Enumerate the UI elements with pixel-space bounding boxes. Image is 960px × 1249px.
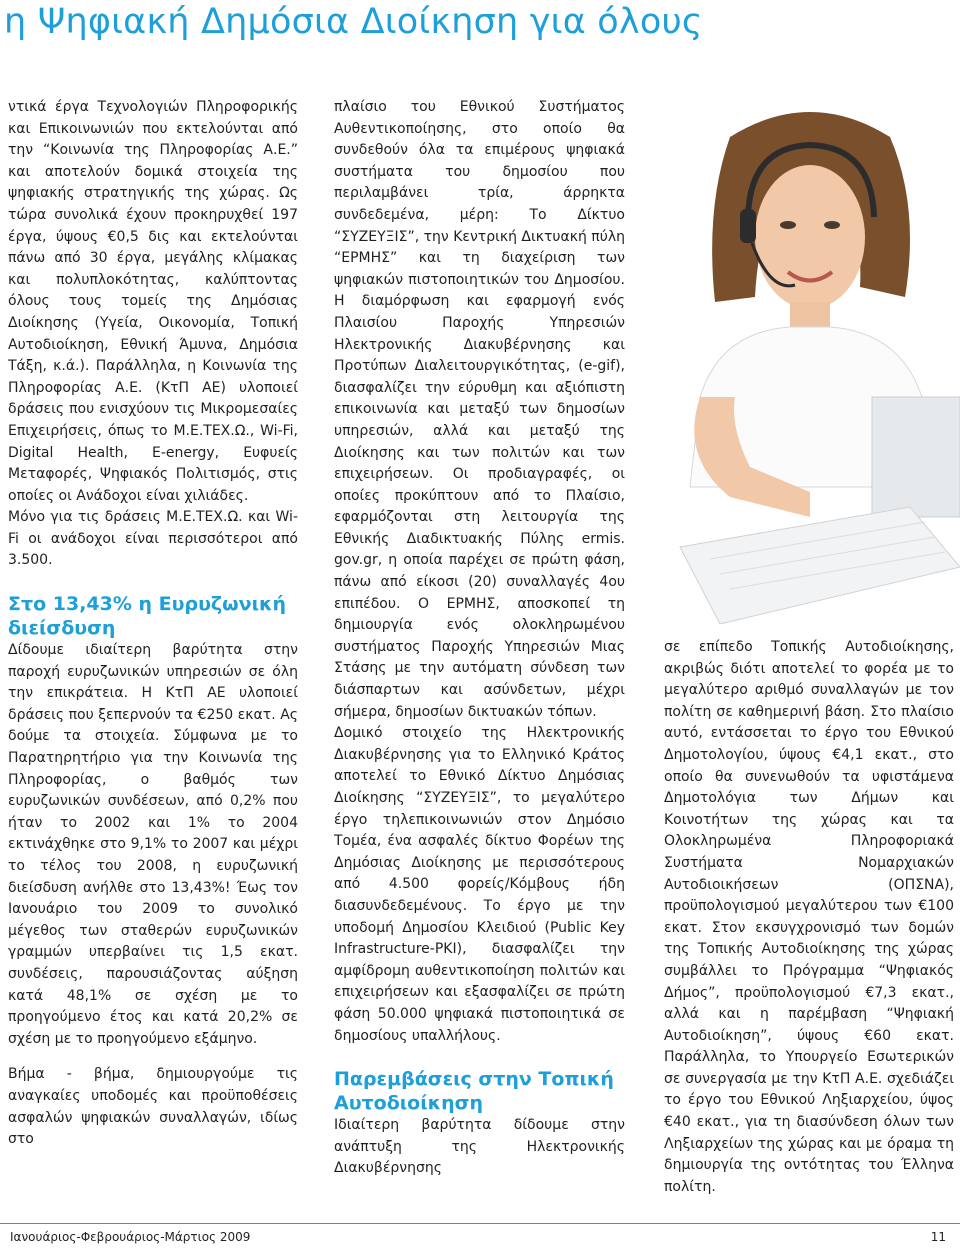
paragraph: Δομικό στοιχείο της Ηλεκτρονικής Διακυβέρνησης για το Ελληνικό Κράτος αποτελεί το Εθνικό Δίκτυο Δημόσιας Διοίκησης “ΣΥΖΕΥΞΙΣ”, το μεγαλύτερο έργο τηλεπικοινωνιών στον Δημόσιο Τομέα, ένα ασφαλές δίκτυο Φορέων της Δημόσιας Διοίκησης με περισσότερους από 4.500 φορείς/Κόμβους ήδη διασυνδεδεμένους. Το έργο με την υποδομή Δημοσίου Κλειδιού (Public Key Infrastructure-PKI), διασφαλίζει την αμφίδρομη αυθεντικοποίηση πολιτών και επιχειρήσεων και εξασφαλίζει σε πρώτη φάση 50.000 ψηφιακά πιστοποιητικά σε δημοσίους υπαλλήλους. bbox=[334, 725, 625, 1044]
footer-divider bbox=[0, 1223, 960, 1224]
photo-call-center-agent bbox=[660, 97, 960, 624]
paragraph: πλαίσιο του Εθνικού Συστήματος Αυθεντικοποίησης, στο οποίο θα συνδεθούν όλα τα επιμέρους ψηφιακά συστήματα του δημοσίου που περιλαμβάνει τρία, άρρηκτα συνδεδεμένα, μέρη: Το Δίκτυο “ΣΥΖΕΥΞΙΣ”, την Κεντρική Δικτυακή πύλη “ΕΡΜΗΣ” και τη διαχείριση των ψηφιακών πιστοποιητικών του Δημοσίου. Η διαμόρφωση και εφαρμογή ενός Πλαισίου Παροχής Υπηρεσιών Ηλεκτρονικής Διακυβέρνησης και Προτύπων Διαλειτουργικότητας, (e-gif), διασφαλίζει την εύρυθμη και αξιόπιστη επικοινωνία και μεταξύ των δημοσίων υπηρεσιών, αλλά και μεταξύ της Διοίκησης και των πολιτών και των επιχειρήσεων. Οι προδιαγραφές, οι οποίες προκύπτουν από το Πλαίσιο, εφαρμόζονται στη λειτουργία της Εθνικής Διαδικτυακής Πύλης ermis. gov.gr, η οποία παρέχει σε πρώτη φάση, πάνω από είκοσι (20) συναλλαγές 4ου επιπέδου. Ο ΕΡΜΗΣ, αποσκοπεί τη δημιουργία ενός ολοκληρωμένου συστήματος Παροχής Υπηρεσιών Μιας Στάσης με την αυτόματη σύνδεση των διάσπαρτων και ασύνδετων, μέχρι σήμερα, δημοσίων δικτυακών τόπων. bbox=[334, 99, 625, 720]
paragraph: Μόνο για τις δράσεις Μ.Ε.ΤΕΧ.Ω. και Wi-Fi οι ανάδοχοι είναι περισσότεροι από 3.500. bbox=[8, 509, 298, 569]
paragraph: ντικά έργα Τεχνολογιών Πληροφορικής και Επικοινωνιών που εκτελούνται από την “Κοινωνία της Πληροφορίας Α.Ε.” και αποτελούν δομικά στοιχεία της ψηφιακής στρατηγικής της χώρας. Ως τώρα συνολικά έχουν προκηρυχθεί 197 έργα, ύψους €0,5 δις και εκτελούνται πάνω από 30 έργα, μεγάλης κλίμακας και πολυπλοκότητας, καλύπτοντας όλους τους τομείς της Δημόσιας Διοίκησης (Υγεία, Οικονομία, Τοπική Αυτοδιοίκηση, Εθνική Άμυνα, Δημόσια Τάξη, κ.ά.). Παράλληλα, η Κοινωνία της Πληροφορίας Α.Ε. (ΚτΠ ΑΕ) υλοποιεί δράσεις που ενισχύουν τις Μικρομεσαίες Επιχειρήσεις, όπως το Μ.Ε.ΤΕΧ.Ω., Wi-Fi, Digital Health, E-energy, Ευφυείς Μεταφορές, Ψηφιακός Πολιτισμός, στις οποίες οι Ανάδοχοι είναι χιλιάδες. bbox=[8, 99, 298, 504]
paragraph: Δίδουμε ιδιαίτερη βαρύτητα στην παροχή ευρυζωνικών υπηρεσιών σε όλη την επικράτεια. Η ΚτΠ ΑΕ υλοποιεί δράσεις που ξεπερνούν τα €250 εκατ. Ας δούμε τα στοιχεία. Σύμφωνα με το Παρατηρητήριο για την Κοινωνία της Πληροφορίας, ο βαθμός των ευρυζωνικών συνδέσεων, από 0,2% που ήταν το 2002 και 1% το 2004 εκτινάχθηκε στο 9,1% το 2007 και μέχρι το τέλος του 2008, η ευρυζωνική διείσδυση ανήλθε στο 13,43%! Έως τον Ιανουάριο του 2009 το συνολικό μέγεθος των σταθερών ευρυζωνικών γραμμών υπερβαίνει τις 1,5 εκατ. συνδέσεις, παρουσιάζοντας αύξηση κατά 48,1% σε σχέση με το προηγούμενο έτος και κατά 20,2% σε σχέση με το προηγούμενο εξάμηνο. bbox=[8, 642, 298, 1047]
paragraph: Ιδιαίτερη βαρύτητα δίδουμε στην ανάπτυξη της Ηλεκτρονικής Διακυβέρνησης bbox=[334, 1117, 625, 1177]
section-heading-local-government: Παρεμβάσεις στην Τοπική Αυτοδιοίκηση bbox=[334, 1068, 614, 1115]
article-column-2 bbox=[334, 97, 625, 1180]
page-title: η Ψηφιακή Δημόσια Διοίκηση για όλους bbox=[4, 2, 703, 42]
paragraph: Βήμα - βήμα, δημιουργούμε τις αναγκαίες υποδομές και προϋποθέσεις ασφαλών ψηφιακών συναλλαγών, ιδίως στο bbox=[8, 1066, 298, 1148]
article-column-3 bbox=[664, 637, 954, 1198]
article-column-1 bbox=[8, 97, 298, 1151]
footer-issue-date: Ιανουάριος-Φεβρουάριος-Μάρτιος 2009 bbox=[10, 1230, 251, 1244]
paragraph: σε επίπεδο Τοπικής Αυτοδιοίκησης, ακριβώς διότι αποτελεί το φορέα με το μεγαλύτερο αριθμό συναλλαγών με τον πολίτη σε καθημερινή βάση. Στο πλαίσιο αυτό, εντάσσεται το έργο του Εθνικού Δημοτολογίου, ύψους €4,1 εκατ., στο οποίο θα συνενωθούν τα υφιστάμενα Δημοτολόγια των Δήμων και Κοινοτήτων της χώρας και τα Ολοκληρωμένα Πληροφοριακά Συστήματα Νομαρχιακών Αυτοδιοικήσεων (ΟΠΣΝΑ), προϋπολογισμού μεγαλύτερου των €100 εκατ. Στον εκσυγχρονισμό των δομών της Τοπικής Αυτοδιοίκησης της χώρας συμβάλλει το Πρόγραμμα “Ψηφιακός Δήμος”, προϋπολογισμού €7,3 εκατ., αλλά και η παρέμβαση “Ψηφιακή Αυτοδιοίκηση”, ύψους €60 εκατ. Παράλληλα, το Υπουργείο Εσωτερικών σε συνεργασία με την ΚτΠ Α.Ε. σχεδιάζει το έργο του Εθνικού Ληξιαρχείου, ύψος €40 εκατ., για τη διασύνδεση όλων των Ληξιαρχείων της χώρας και με όραμα τη δημιουργία της οντότητας του Έλληνα πολίτη. bbox=[664, 639, 954, 1195]
section-heading-broadband: Στο 13,43% η Ευρυζωνική διείσδυση bbox=[8, 593, 287, 640]
page-number: 11 bbox=[930, 1230, 946, 1244]
